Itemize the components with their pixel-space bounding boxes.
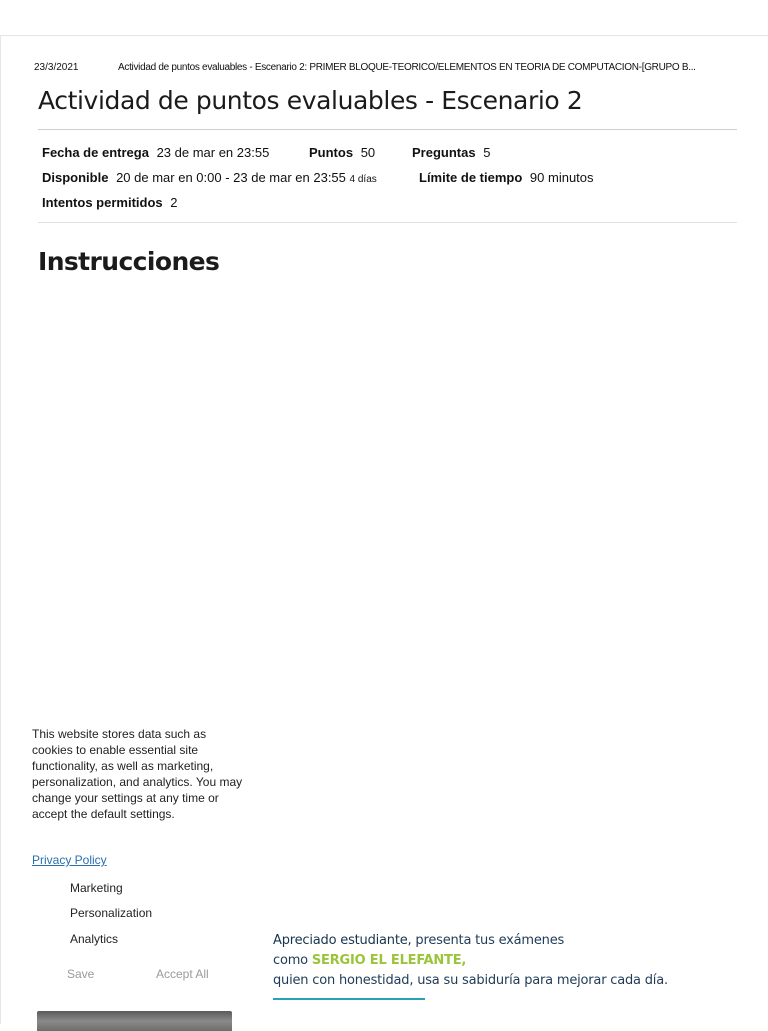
attempts-label: Intentos permitidos	[42, 195, 163, 210]
page-title: Actividad de puntos evaluables - Escenario 2	[38, 86, 583, 115]
points-value: 50	[360, 145, 376, 160]
time-limit	[419, 170, 594, 185]
cookie-accept-all-button[interactable]: Accept All	[156, 967, 209, 981]
cookie-save-button[interactable]: Save	[67, 967, 95, 981]
points-label: Puntos	[309, 145, 354, 160]
availability-label: Disponible	[42, 170, 109, 185]
print-header	[34, 62, 739, 73]
instructions-heading: Instrucciones	[38, 247, 220, 276]
cookie-option-personalization[interactable]: Personalization	[70, 906, 153, 920]
print-course-title: Actividad de puntos evaluables - Escenario 2: PRIMER BLOQUE-TEORICO/ELEMENTOS EN TEORIA DE COMPUTACION-[GRUPO B...	[118, 62, 696, 73]
banner-line-2-pre: como	[273, 953, 308, 968]
banner-line-3: quien con honestidad, usa su sabiduría para mejorar cada día.	[273, 973, 668, 988]
availability-value: 20 de mar en 0:00 - 23 de mar en 23:55	[116, 170, 346, 185]
time-limit-value: 90 minutos	[529, 170, 594, 185]
time-limit-label: Límite de tiempo	[419, 170, 523, 185]
banner-accent-text: SERGIO EL ELEFANTE,	[311, 953, 467, 968]
banner-divider	[273, 998, 425, 1000]
details-divider	[38, 222, 737, 223]
questions-label: Preguntas	[412, 145, 476, 160]
banner-cut-off-text	[273, 1011, 738, 1017]
due-date-label: Fecha de entrega	[42, 145, 149, 160]
cookie-option-marketing[interactable]: Marketing	[70, 881, 123, 895]
banner-line-2	[273, 951, 743, 971]
availability-days: 4 días	[349, 174, 377, 185]
print-date: 23/3/2021	[34, 62, 79, 73]
browser-top-strip	[0, 0, 768, 36]
cookie-notice-text: This website stores data such as cookies to enable essential site functionality, as well as marketing, personalization, and analytics. You may change your settings at any time or accept the default settings.	[32, 727, 243, 821]
banner-line-1-rest: presenta tus exámenes	[415, 933, 565, 948]
attempts	[42, 195, 177, 210]
decorative-image	[37, 1011, 232, 1031]
title-divider	[38, 129, 737, 130]
due-date-value: 23 de mar en 23:55	[156, 145, 270, 160]
printed-document	[0, 36, 768, 1024]
availability	[42, 170, 377, 185]
questions	[412, 145, 490, 160]
attempts-value: 2	[170, 195, 178, 210]
banner-greeting: Apreciado estudiante,	[273, 933, 412, 948]
due-date	[42, 145, 269, 160]
questions-value: 5	[483, 145, 491, 160]
banner-line-1	[273, 931, 743, 951]
points	[309, 145, 375, 160]
honesty-banner	[273, 931, 743, 1017]
cookie-option-analytics[interactable]: Analytics	[70, 932, 119, 946]
privacy-policy-link[interactable]: Privacy Policy	[32, 853, 107, 867]
